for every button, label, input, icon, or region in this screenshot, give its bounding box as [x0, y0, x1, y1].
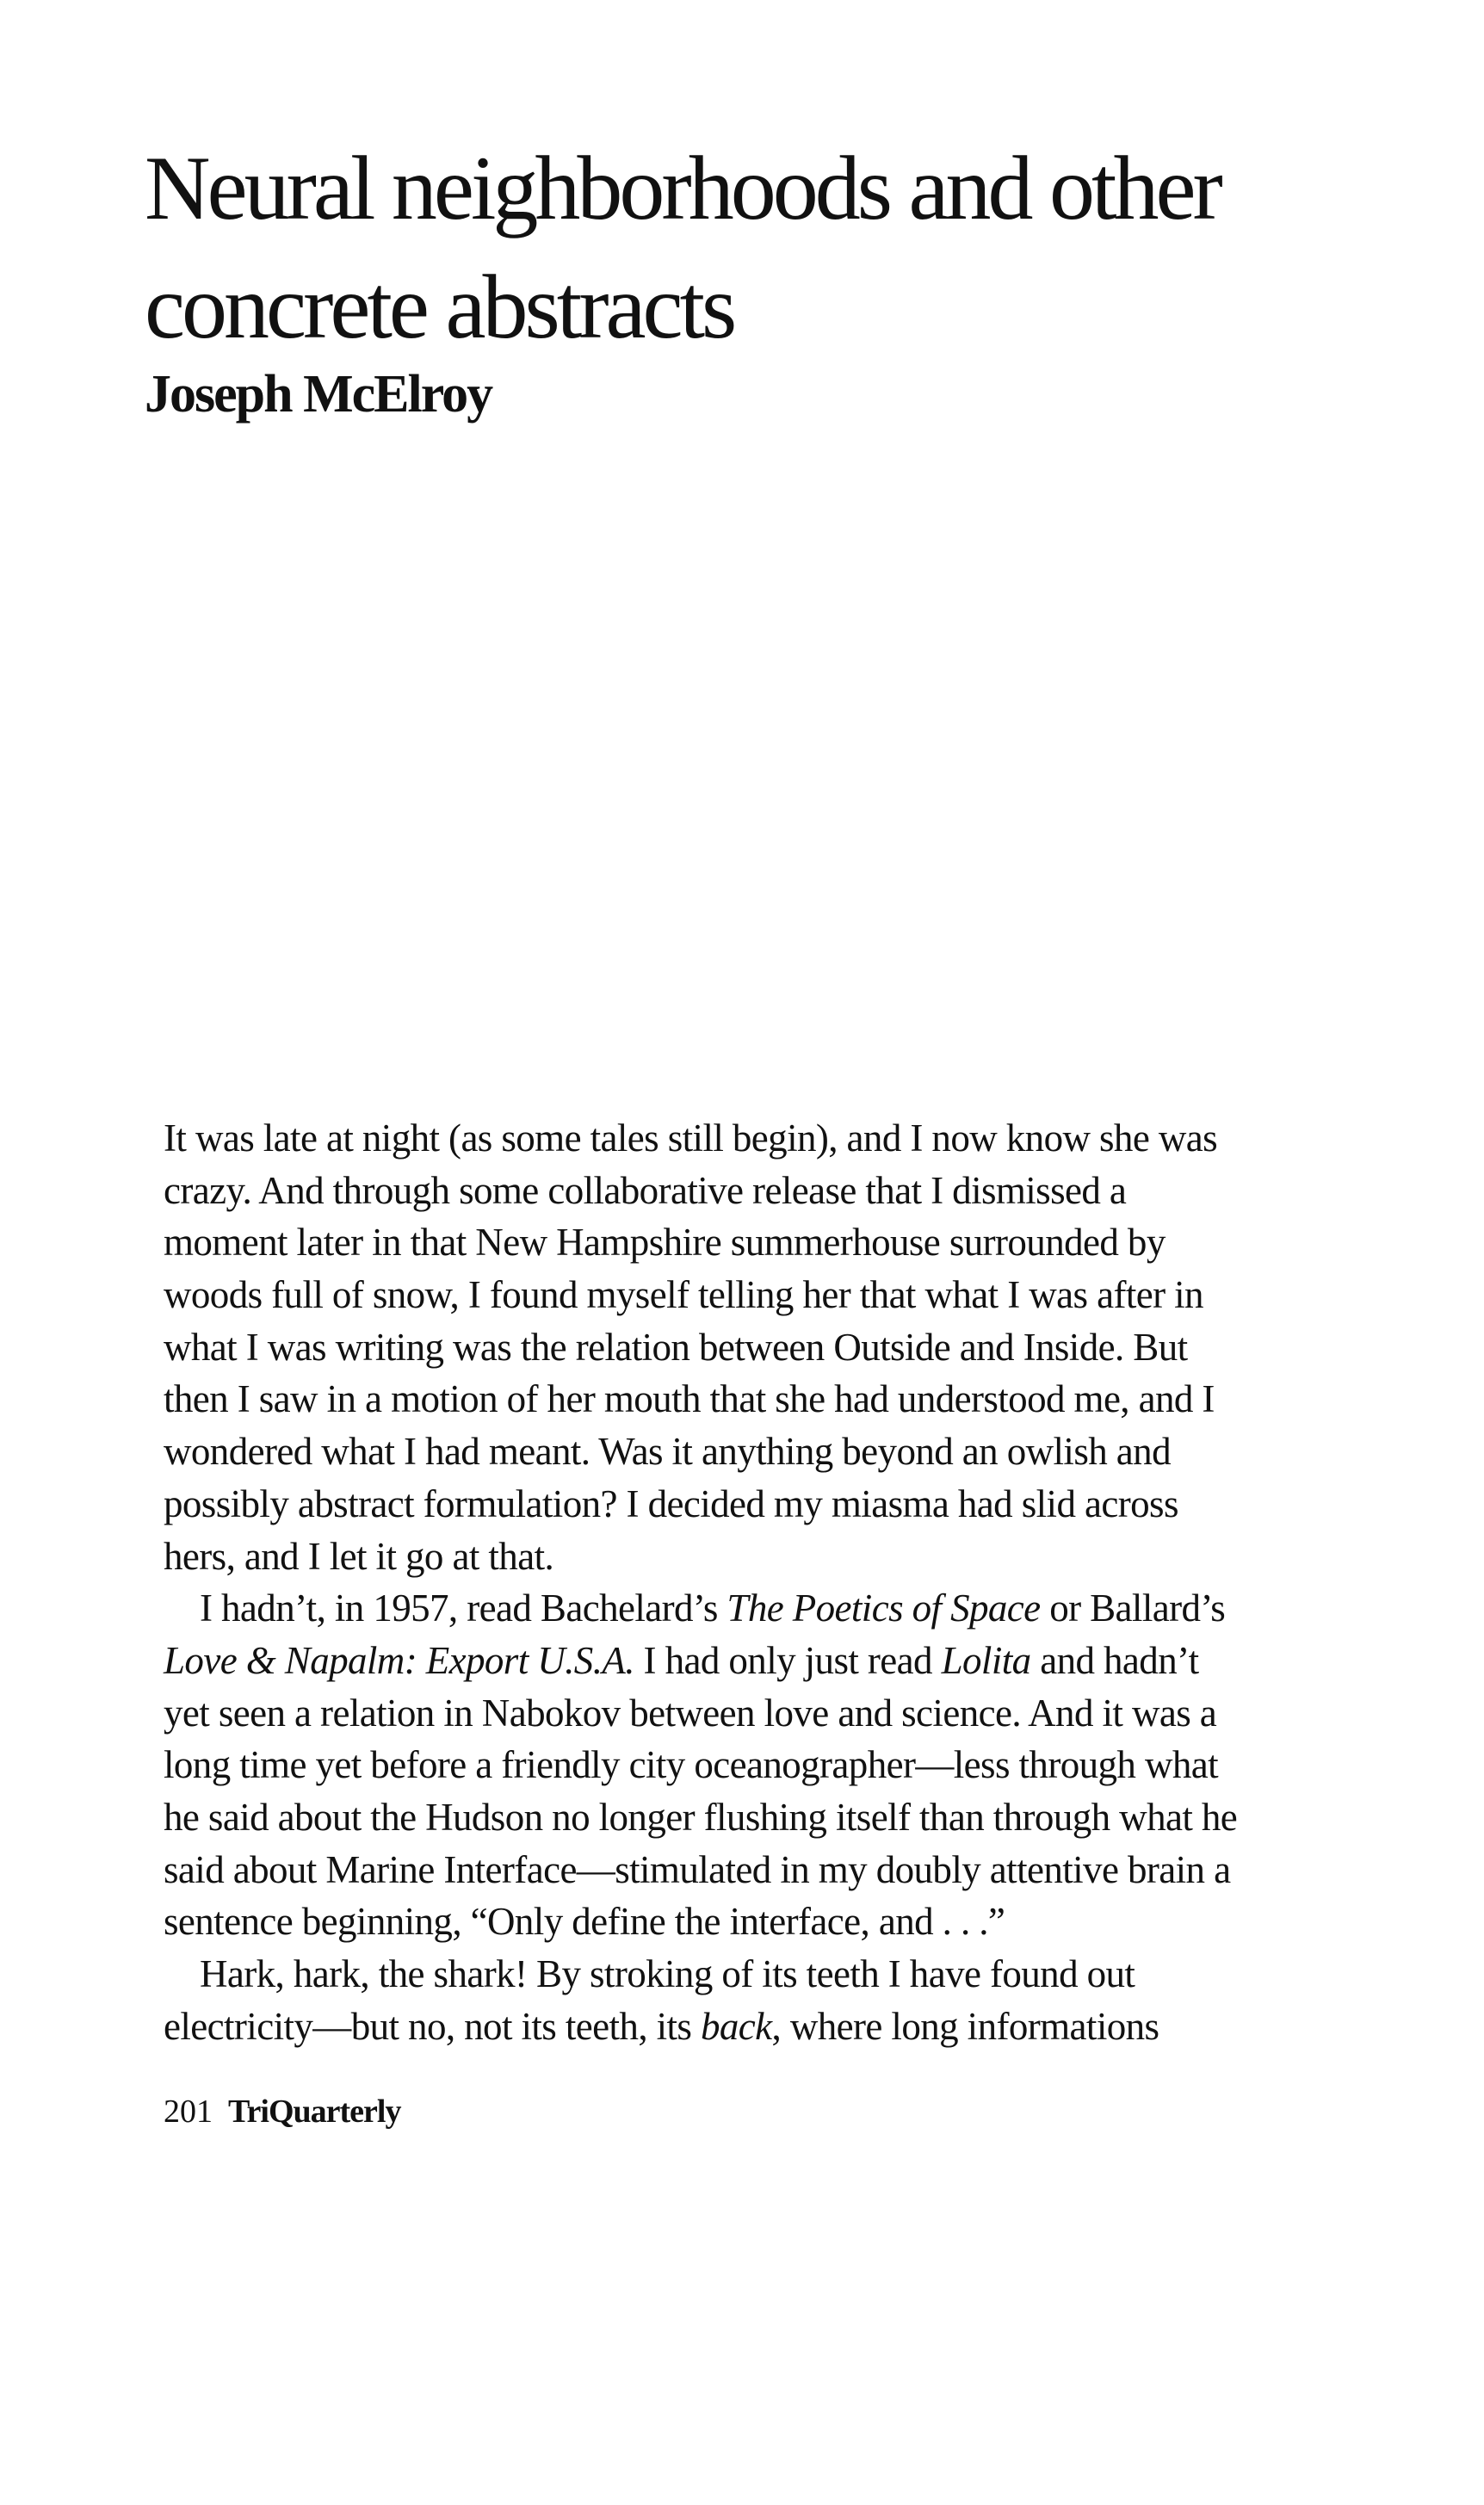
body-line: wondered what I had meant. Was it anything beyond an owlish and: [164, 1430, 1171, 1474]
body-line: It was late at night (as some tales still begin), and I now know she was: [164, 1116, 1218, 1160]
page-footer: [164, 2090, 400, 2133]
paragraph-2: [164, 1582, 1369, 1948]
paragraph-3: [164, 1948, 1369, 2052]
article-body: [164, 1112, 1369, 2052]
book-title-love-and-napalm: Love & Napalm: Export U.S.A.: [164, 1638, 634, 1682]
text-run: I hadn’t, in 1957, read Bachelard’s: [200, 1586, 727, 1630]
body-line: [164, 2001, 1369, 2053]
body-line: woods full of snow, I found myself telling her that what I was after in: [164, 1273, 1203, 1317]
text-run: I had only just read: [634, 1638, 942, 1682]
body-line: then I saw in a motion of her mouth that she had understood me, and I: [164, 1377, 1215, 1421]
paragraph-1: [164, 1112, 1369, 1582]
body-line: long time yet before a friendly city oceanographer—less through what: [164, 1743, 1219, 1787]
emphasis-back: back: [700, 2004, 772, 2048]
body-line: [164, 1582, 1369, 1635]
text-run: electricity—but no, not its teeth, its: [164, 2004, 701, 2048]
journal-name: TriQuarterly: [228, 2094, 401, 2130]
body-line: yet seen a relation in Nabokov between love and science. And it was a: [164, 1691, 1217, 1735]
body-line: Hark, hark, the shark! By stroking of its teeth I have found out: [200, 1952, 1135, 1995]
body-line: what I was writing was the relation between Outside and Inside. But: [164, 1325, 1188, 1369]
body-line: hers, and I let it go at that.: [164, 1534, 554, 1578]
body-line: [164, 1635, 1369, 1687]
body-line: said about Marine Interface—stimulated in my doubly attentive brain a: [164, 1847, 1231, 1891]
text-run: and hadn’t: [1030, 1638, 1199, 1682]
book-title-lolita: Lolita: [941, 1638, 1031, 1682]
body-line: possibly abstract formulation? I decided my miasma had slid across: [164, 1481, 1178, 1525]
page-number: 201: [164, 2094, 213, 2130]
body-line: he said about the Hudson no longer flushing itself than through what he: [164, 1795, 1238, 1839]
body-line: sentence beginning, “Only define the interface, and . . .”: [164, 1900, 1005, 1944]
author-name: Joseph McElroy: [145, 365, 492, 424]
text-run: or Ballard’s: [1040, 1586, 1226, 1630]
body-line: moment later in that New Hampshire summerhouse surrounded by: [164, 1221, 1166, 1265]
body-line: crazy. And through some collaborative release that I dismissed a: [164, 1168, 1127, 1212]
book-title-poetics-of-space: The Poetics of Space: [727, 1586, 1041, 1630]
article-title: [145, 129, 1350, 367]
text-run: , where long informations: [771, 2004, 1159, 2048]
title-line-1: Neural neighborhoods and other: [145, 138, 1220, 238]
title-line-2: concrete abstracts: [145, 257, 734, 357]
